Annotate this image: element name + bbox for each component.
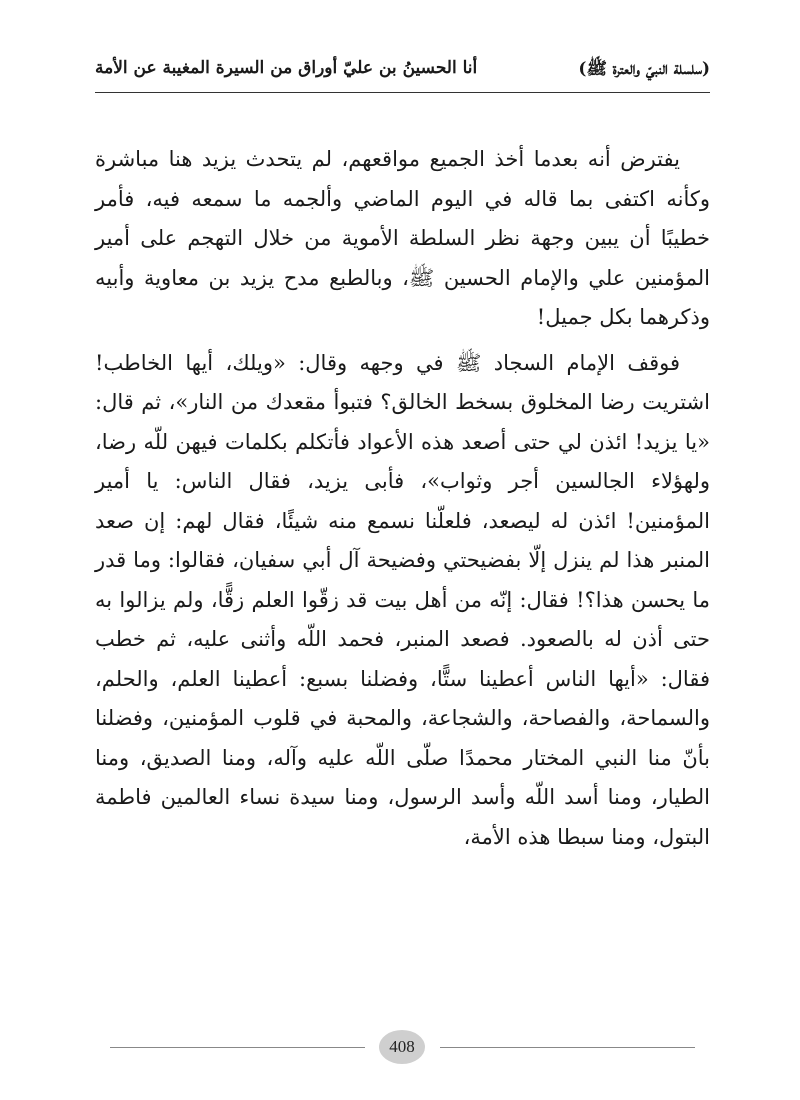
main-text bbox=[95, 140, 710, 857]
header-divider bbox=[95, 92, 710, 93]
page-footer bbox=[110, 1030, 695, 1066]
series-title: (سلسلة النبيّ والعترة ﷺ) bbox=[578, 59, 710, 79]
page-number-badge: 408 bbox=[379, 1030, 425, 1064]
paragraph-1: يفترض أنه بعدما أخذ الجميع مواقعهم، لم يتحدث يزيد هنا مباشرة وكأنه اكتفى بما قاله في اليوم الماضي وألجمه ما سمعه فيه، فأمر خطيبًا أن يبين وجهة نظر السلطة الأموية من خلال التهجم على أمير المؤمنين علي والإمام الحسين ﷺ، وبالطبع مدح يزيد بن معاوية وأبيه وذكرهما بكل جميل! bbox=[95, 147, 710, 329]
footer-rule-right bbox=[440, 1047, 695, 1048]
running-header bbox=[95, 52, 710, 92]
footer-rule-left bbox=[110, 1047, 365, 1048]
paragraph-2: فوقف الإمام السجاد ﷺ في وجهه وقال: «ويلك، أيها الخاطب! اشتريت رضا المخلوق بسخط الخالق؟ فتبوأ مقعدك من النار»، ثم قال: «يا يزيد! ائذن لي حتى أصعد هذه الأعواد فأتكلم بكلمات فيهن للّه رضا، ولهؤلاء الجالسين أجر وثواب»، فأبى يزيد، فقال الناس: يا أمير المؤمنين! ائذن له ليصعد، فلعلّنا نسمع منه شيئًا، فقال لهم: إن صعد المنبر هذا لم ينزل إلّا بفضيحتي وفضيحة آل أبي سفيان، فقالوا: وما قدر ما يحسن هذا؟! فقال: إنّه من أهل بيت قد زقّوا العلم زقًّا، ولم يزالوا به حتى أذن له بالصعود. فصعد المنبر، فحمد اللّه وأثنى عليه، ثم خطب فقال: «أيها الناس أعطينا ستًّا، وفضلنا بسبع: أعطينا العلم، والحلم، والسماحة، والفصاحة، والشجاعة، والمحبة في قلوب المؤمنين، وفضلنا بأنّ منا النبي المختار محمدًا صلّى اللّه عليه وآله، ومنا الصديق، ومنا الطيار، ومنا أسد اللّه وأسد الرسول، ومنا سيدة نساء العالمين فاطمة البتول، ومنا سبطا هذه الأمة، bbox=[95, 350, 710, 849]
book-title: أنا الحسينُ بن عليّ أوراق من السيرة المغيبة عن الأمة bbox=[95, 58, 478, 78]
